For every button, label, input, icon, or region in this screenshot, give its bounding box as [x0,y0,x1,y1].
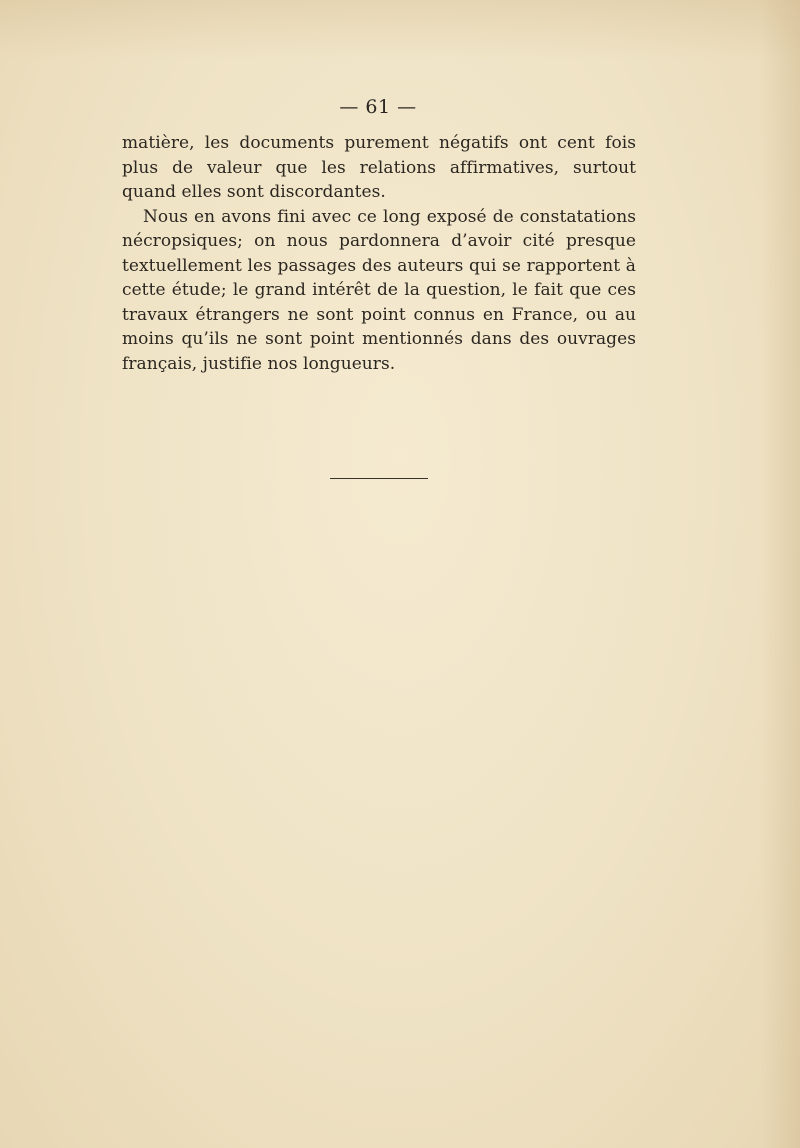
paragraph-conclusion: Nous en avons fini avec ce long exposé de constatations nécropsiques; on nous pardonnera d’avoir cité presque textuellement les passages des auteurs qui se rapportent à cette étude; le grand intérêt de la question, le fait que ces travaux étrangers ne sont point connus en France, ou au moins qu’ils ne sont point mentionnés dans des ouvrages français, justifie nos longueurs. [122,206,636,374]
section-end-rule [330,478,428,479]
body-text [122,131,636,376]
page-edge-shading-top [0,0,800,60]
paragraph-continuation: matière, les documents purement négatifs ont cent fois plus de valeur que les relations affirmatives, surtout quand elles sont discordantes. [122,133,636,202]
page-edge-shading-right [760,0,800,1148]
page-number: — 61 — [339,96,417,118]
